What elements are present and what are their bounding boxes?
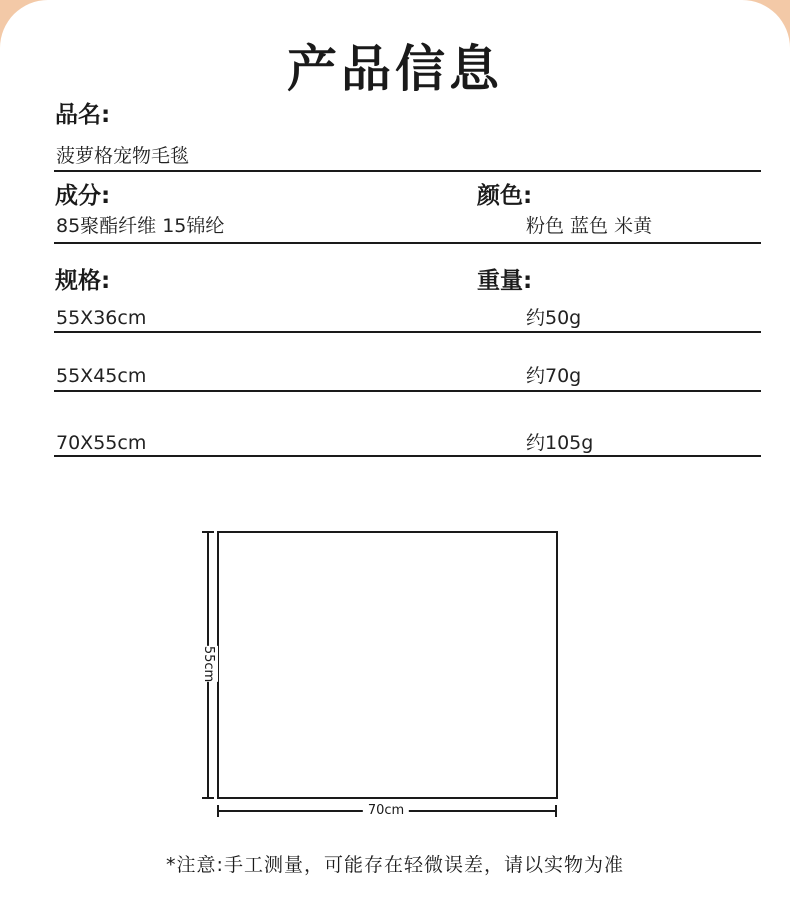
color-value: 粉色 蓝色 米黄 xyxy=(526,215,653,237)
measurement-note: *注意:手工测量，可能存在轻微误差，请以实物为准 xyxy=(166,854,624,876)
spec-size-2: 55X45cm xyxy=(56,365,147,387)
weight-label: 重量: xyxy=(477,268,533,294)
spec-weight-1: 约50g xyxy=(526,307,582,329)
width-dimension-cap xyxy=(217,805,219,817)
composition-label: 成分: xyxy=(55,183,111,209)
composition-value: 85聚酯纤维 15锦纶 xyxy=(56,215,225,237)
spec-size-3: 70X55cm xyxy=(56,432,147,454)
color-label: 颜色: xyxy=(477,183,533,209)
spec-weight-3: 约105g xyxy=(526,432,594,454)
divider xyxy=(54,331,761,333)
name-value: 菠萝格宠物毛毯 xyxy=(56,145,190,167)
spec-size-1: 55X36cm xyxy=(56,307,147,329)
blanket-outline xyxy=(217,531,558,799)
page-title: 产品信息 xyxy=(287,40,503,98)
name-label: 品名: xyxy=(55,102,111,128)
width-dimension-cap xyxy=(555,805,557,817)
height-dimension-cap xyxy=(202,797,214,799)
divider xyxy=(54,390,761,392)
spec-label: 规格: xyxy=(55,268,111,294)
divider xyxy=(54,455,761,457)
width-dimension-label: 70cm xyxy=(363,803,409,819)
spec-weight-2: 约70g xyxy=(526,365,582,387)
divider xyxy=(54,242,761,244)
divider xyxy=(54,170,761,172)
height-dimension-label: 55cm xyxy=(198,646,218,682)
height-dimension-cap xyxy=(202,531,214,533)
